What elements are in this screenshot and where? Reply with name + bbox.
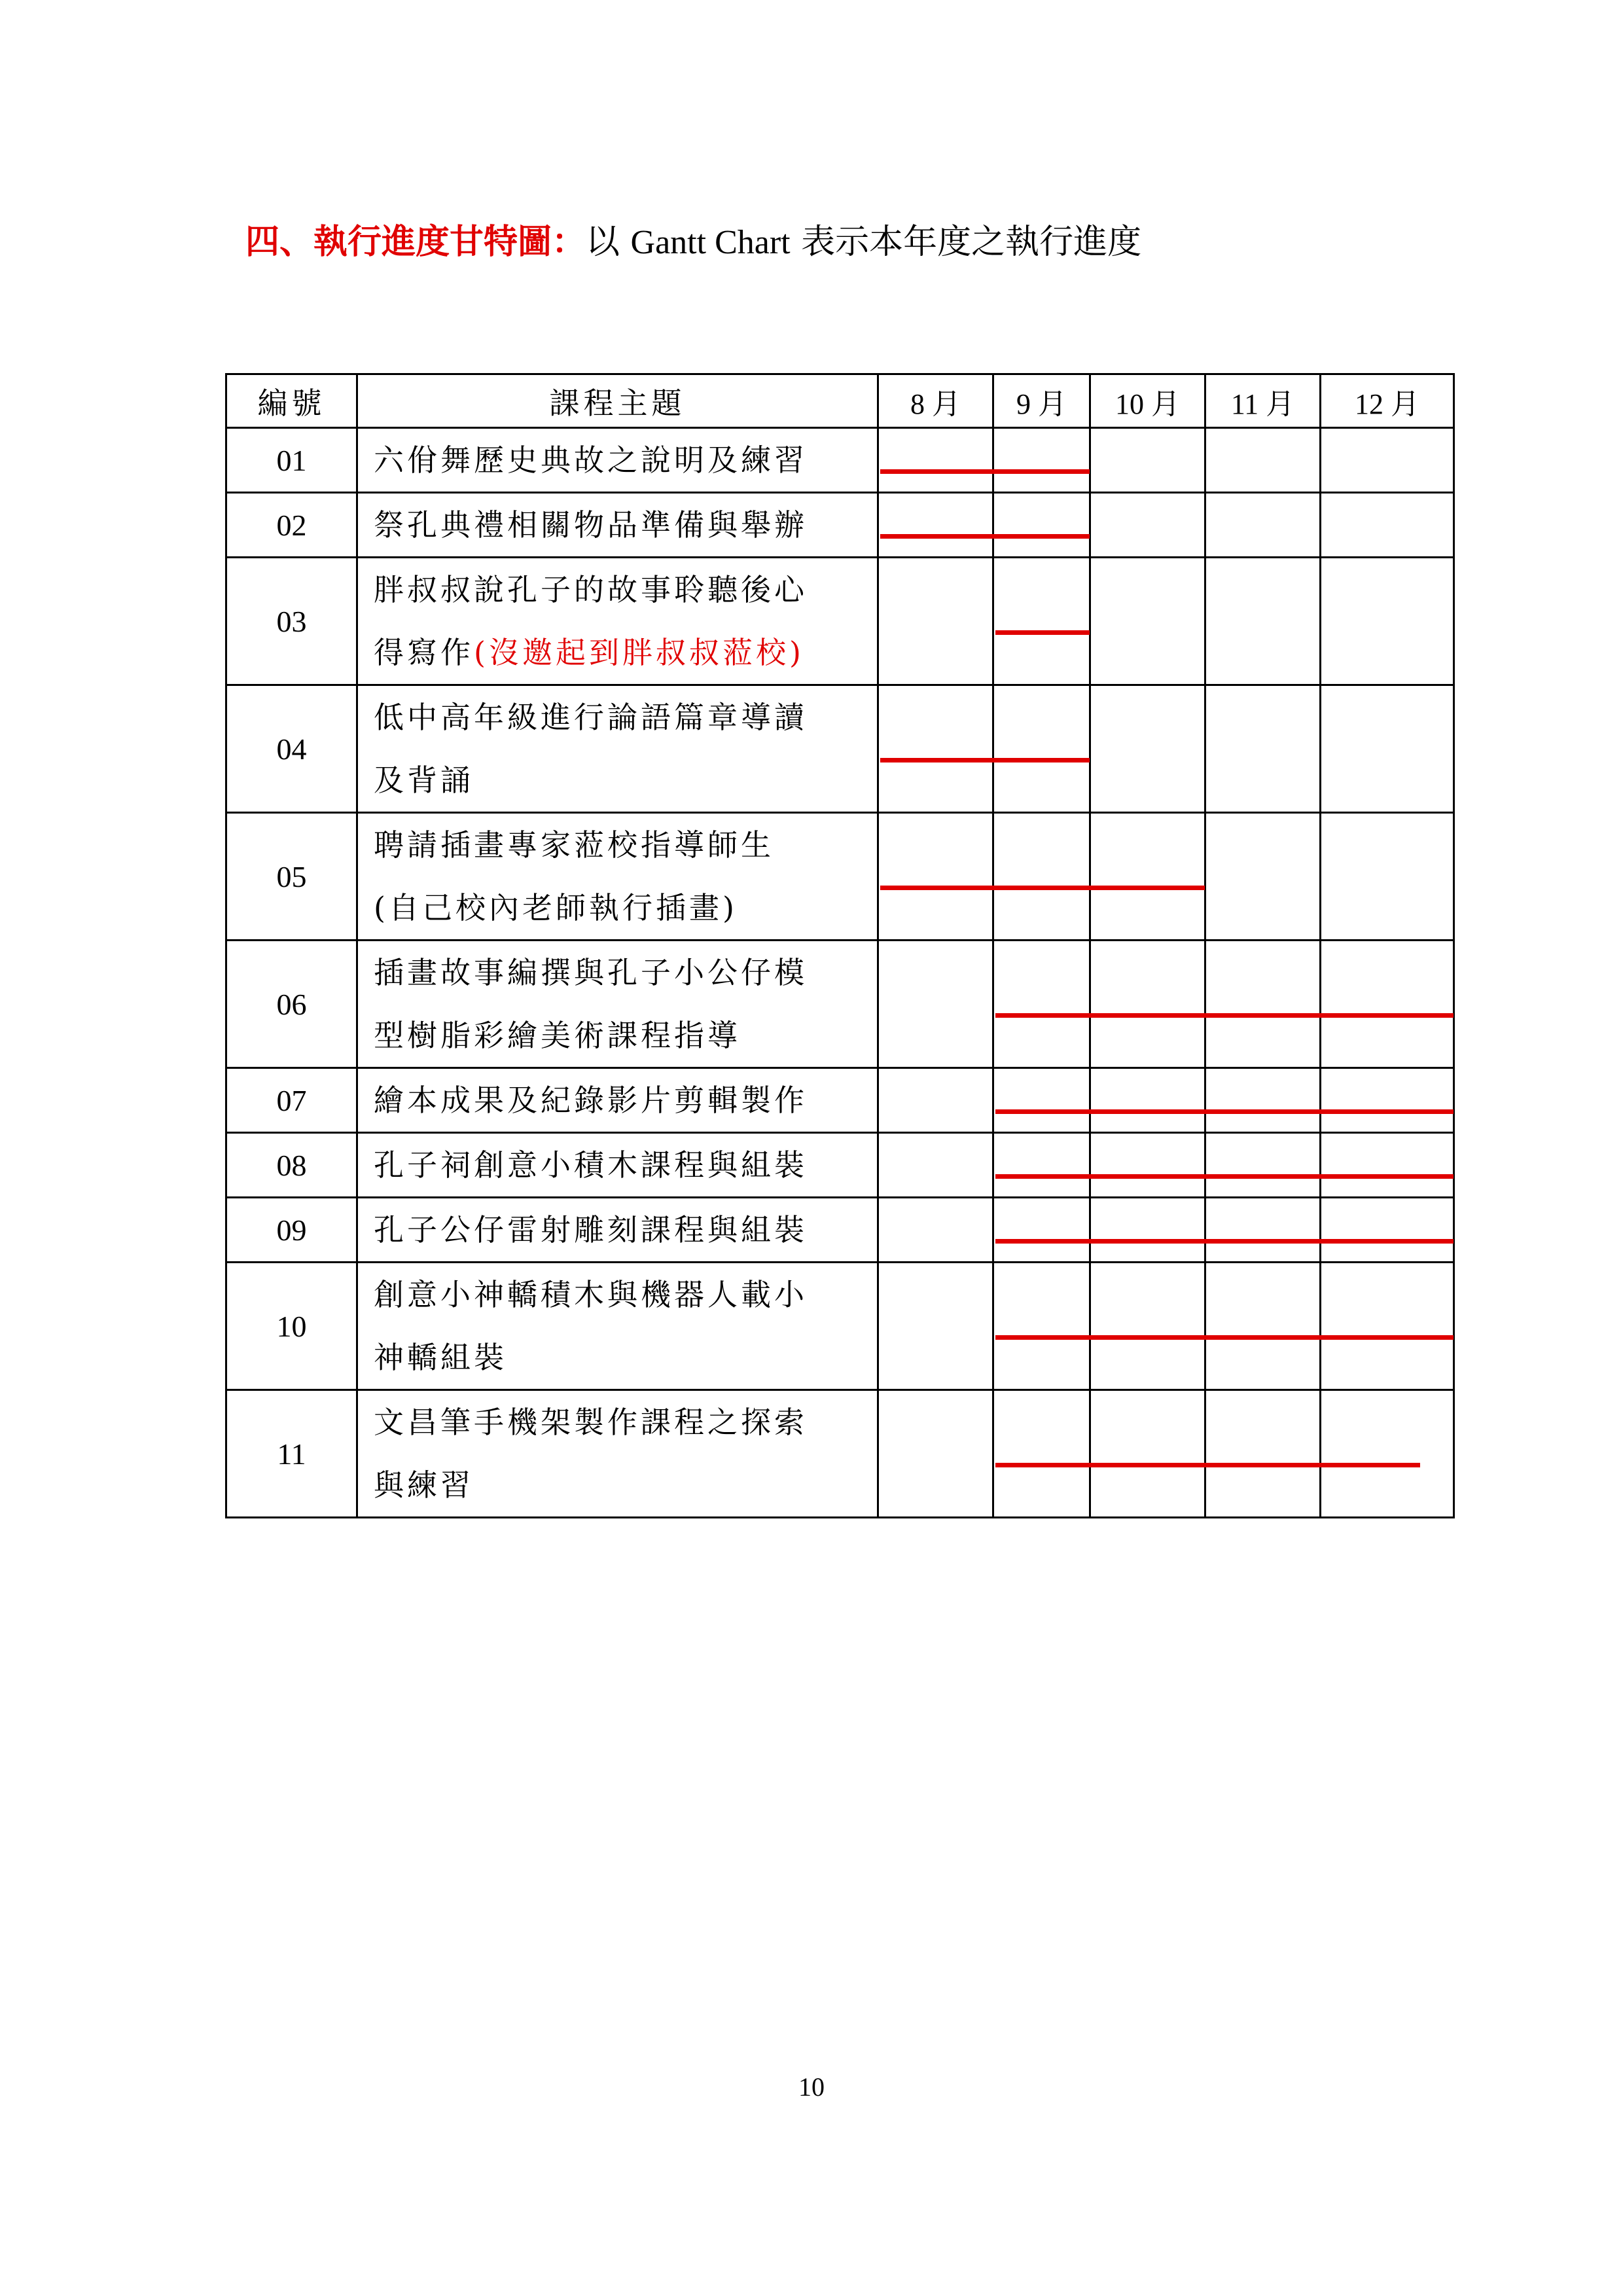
month-cell [1321, 1133, 1454, 1198]
table-row [226, 558, 1454, 685]
header-row [226, 374, 1454, 428]
heading-label: 四、執行進度甘特圖： [245, 222, 586, 262]
month-cell [993, 1390, 1090, 1518]
month-cell [1205, 558, 1321, 685]
month-cell [1321, 558, 1454, 685]
month-cell [878, 558, 993, 685]
row-topic [357, 428, 878, 493]
month-cell [1090, 1133, 1205, 1198]
topic-line-2 [374, 1454, 877, 1516]
gantt-table [225, 373, 1455, 1518]
heading-pre: 以 [586, 223, 631, 262]
month-cell [1321, 1198, 1454, 1263]
header-month-oct: 10 月 [1090, 374, 1205, 428]
topic-line-2-text: (自己校內老師執行插畫) [374, 890, 738, 925]
month-cell [1205, 1390, 1321, 1518]
topic-note: (沒邀起到胖叔叔蒞校) [474, 635, 804, 670]
row-topic [357, 685, 878, 813]
month-cell [1090, 558, 1205, 685]
month-cell [1205, 1198, 1321, 1263]
topic-line-2-text: 及背誦 [374, 762, 474, 798]
month-cell [1205, 493, 1321, 558]
month-cell [1090, 1198, 1205, 1263]
month-cell [1205, 813, 1321, 941]
topic-line-2-text: 與練習 [374, 1467, 474, 1503]
header-month-aug: 8 月 [878, 374, 993, 428]
table-row [226, 1390, 1454, 1518]
row-number: 06 [226, 941, 357, 1068]
row-number: 05 [226, 813, 357, 941]
month-cell [1205, 1133, 1321, 1198]
month-cell [1090, 1263, 1205, 1390]
header-number: 編號 [226, 374, 357, 428]
month-cell [1090, 1068, 1205, 1133]
gantt-table-wrapper [225, 373, 1453, 1518]
table-row [226, 428, 1454, 493]
section-heading [245, 216, 1141, 269]
row-number: 08 [226, 1133, 357, 1198]
month-cell [993, 493, 1090, 558]
header-month-nov: 11 月 [1205, 374, 1321, 428]
month-cell [1321, 1390, 1454, 1518]
row-topic [357, 941, 878, 1068]
topic-line-1: 孔子祠創意小積木課程與組裝 [374, 1147, 808, 1183]
topic-line-1: 低中高年級進行論語篇章導讀 [374, 700, 808, 735]
header-topic: 課程主題 [357, 374, 878, 428]
row-topic [357, 1263, 878, 1390]
topic-line-1: 胖叔叔說孔子的故事聆聽後心 [374, 572, 808, 607]
table-row [226, 1133, 1454, 1198]
month-cell [1321, 685, 1454, 813]
heading-gantt-term: Gantt Chart [630, 224, 791, 261]
month-cell [1090, 813, 1205, 941]
row-topic [357, 1133, 878, 1198]
month-cell [1205, 1263, 1321, 1390]
table-row [226, 1198, 1454, 1263]
month-cell [993, 1198, 1090, 1263]
topic-line-2 [374, 621, 877, 684]
topic-line-2 [374, 876, 877, 939]
month-cell [1321, 941, 1454, 1068]
month-cell [993, 1263, 1090, 1390]
row-topic [357, 1198, 878, 1263]
month-cell [1090, 941, 1205, 1068]
header-month-dec: 12 月 [1321, 374, 1454, 428]
month-cell [1090, 1390, 1205, 1518]
month-cell [1321, 1263, 1454, 1390]
month-cell [878, 493, 993, 558]
month-cell [1321, 428, 1454, 493]
month-cell [878, 685, 993, 813]
month-cell [1090, 493, 1205, 558]
month-cell [878, 813, 993, 941]
month-cell [878, 1068, 993, 1133]
heading-post: 表示本年度之執行進度 [790, 223, 1142, 262]
topic-line-1: 創意小神轎積木與機器人載小 [374, 1277, 808, 1312]
table-row [226, 685, 1454, 813]
table-row [226, 941, 1454, 1068]
month-cell [993, 428, 1090, 493]
row-topic [357, 813, 878, 941]
table-row [226, 493, 1454, 558]
month-cell [878, 428, 993, 493]
month-cell [878, 1133, 993, 1198]
topic-line-2 [374, 1326, 877, 1389]
topic-line-1: 繪本成果及紀錄影片剪輯製作 [374, 1083, 808, 1118]
topic-line-2-text: 型樹脂彩繪美術課程指導 [374, 1018, 741, 1053]
topic-line-1: 聘請插畫專家蒞校指導師生 [374, 827, 774, 863]
month-cell [993, 685, 1090, 813]
page-number: 10 [798, 2072, 825, 2102]
month-cell [993, 558, 1090, 685]
table-row [226, 813, 1454, 941]
row-number: 11 [226, 1390, 357, 1518]
month-cell [993, 1133, 1090, 1198]
table-row [226, 1068, 1454, 1133]
header-month-sep: 9 月 [993, 374, 1090, 428]
row-number: 07 [226, 1068, 357, 1133]
month-cell [1205, 1068, 1321, 1133]
topic-line-2-text: 神轎組裝 [374, 1340, 507, 1375]
topic-line-2-text: 得寫作 [374, 635, 474, 670]
gantt-rows [226, 428, 1454, 1518]
month-cell [1321, 1068, 1454, 1133]
row-number: 09 [226, 1198, 357, 1263]
month-cell [993, 813, 1090, 941]
month-cell [1090, 685, 1205, 813]
row-number: 10 [226, 1263, 357, 1390]
row-number: 03 [226, 558, 357, 685]
topic-line-1: 文昌筆手機架製作課程之探索 [374, 1405, 808, 1440]
topic-line-2 [374, 749, 877, 812]
month-cell [1205, 685, 1321, 813]
month-cell [1205, 941, 1321, 1068]
month-cell [878, 941, 993, 1068]
table-row [226, 1263, 1454, 1390]
row-number: 01 [226, 428, 357, 493]
topic-line-1: 祭孔典禮相關物品準備與舉辦 [374, 507, 808, 543]
month-cell [878, 1390, 993, 1518]
month-cell [1321, 493, 1454, 558]
row-topic [357, 1068, 878, 1133]
month-cell [878, 1198, 993, 1263]
row-number: 02 [226, 493, 357, 558]
topic-line-1: 六佾舞歷史典故之說明及練習 [374, 442, 808, 478]
month-cell [878, 1263, 993, 1390]
row-number: 04 [226, 685, 357, 813]
month-cell [1090, 428, 1205, 493]
row-topic [357, 1390, 878, 1518]
month-cell [1321, 813, 1454, 941]
topic-line-2 [374, 1004, 877, 1067]
row-topic [357, 493, 878, 558]
topic-line-1: 孔子公仔雷射雕刻課程與組裝 [374, 1212, 808, 1247]
month-cell [993, 941, 1090, 1068]
month-cell [1205, 428, 1321, 493]
topic-line-1: 插畫故事編撰與孔子小公仔模 [374, 955, 808, 990]
row-topic [357, 558, 878, 685]
month-cell [993, 1068, 1090, 1133]
